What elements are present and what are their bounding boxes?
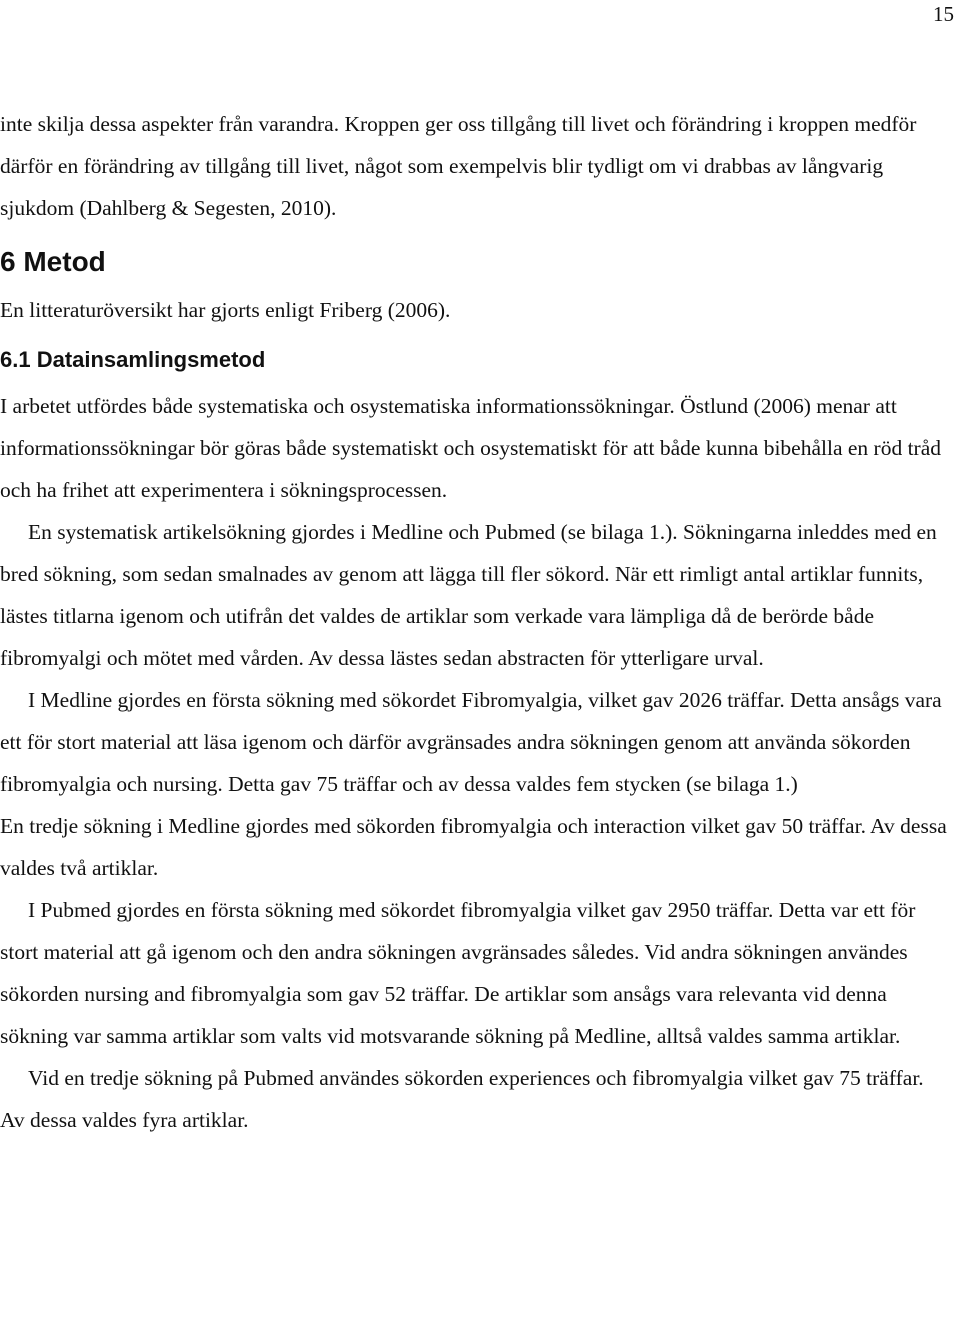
heading-datainsamlingsmetod: 6.1 Datainsamlingsmetod <box>0 347 266 372</box>
paragraph-medline-forsta: I Medline gjordes en första sökning med sökordet Fibromyalgia, vilket gav 2026 träffar. Detta ansågs vara ett för stort material att läsa igenom och därför avgränsades andra sökningen genom att använda sökorden fibromyalgia och nursing. Detta gav 75 träffar och av dessa valdes fem stycken (se bilaga 1.) <box>0 688 942 796</box>
paragraph-systematisk-sokning: En systematisk artikelsökning gjordes i Medline och Pubmed (se bilaga 1.). Sökningarna inleddes med en bred sökning, som sedan smalnades av genom att lägga till fler sökord. När ett rimligt antal artiklar funnits, lästes titlarna igenom och utifrån det valdes de artiklar som verkade vara lämpliga då de berörde både fibromyalgi och mötet med vården. Av dessa lästes sedan abstracten för ytterligare urval. <box>0 520 937 670</box>
paragraph-pubmed-forsta: I Pubmed gjordes en första sökning med sökordet fibromyalgia vilket gav 2950 träffar. Detta var ett för stort material att gå igenom och den andra sökningen avgränsades således. Vid andra sökningen användes sökorden nursing and fibromyalgia som gav 52 träffar. De artiklar som ansågs vara relevanta vid denna sökning var samma artiklar som valts vid motsvarande sökning på Medline, alltså valdes samma artiklar. <box>0 898 916 1048</box>
paragraph-pubmed-tredje: Vid en tredje sökning på Pubmed användes sökorden experiences och fibromyalgia vilket gav 75 träffar. Av dessa valdes fyra artiklar. <box>0 1066 924 1132</box>
heading-metod: 6 Metod <box>0 246 106 277</box>
document-body <box>0 103 952 1141</box>
paragraph-metod: En litteraturöversikt har gjorts enligt Friberg (2006). <box>0 298 451 322</box>
page-number: 15 <box>933 2 954 26</box>
paragraph-medline-tredje: En tredje sökning i Medline gjordes med sökorden fibromyalgia och interaction vilket gav 50 träffar. Av dessa valdes två artiklar. <box>0 814 947 880</box>
paragraph-intro: inte skilja dessa aspekter från varandra. Kroppen ger oss tillgång till livet och förändring i kroppen medför därför en förändring av tillgång till livet, något som exempelvis blir tydligt om vi drabbas av långvarig sjukdom (Dahlberg & Segesten, 2010). <box>0 112 917 220</box>
paragraph-informationssokningar: I arbetet utfördes både systematiska och osystematiska informationssökningar. Östlund (2006) menar att informationssökningar bör göras både systematiskt och osystematiskt för att både kunna bibehålla en röd tråd och ha frihet att experimentera i sökningsprocessen. <box>0 394 941 502</box>
